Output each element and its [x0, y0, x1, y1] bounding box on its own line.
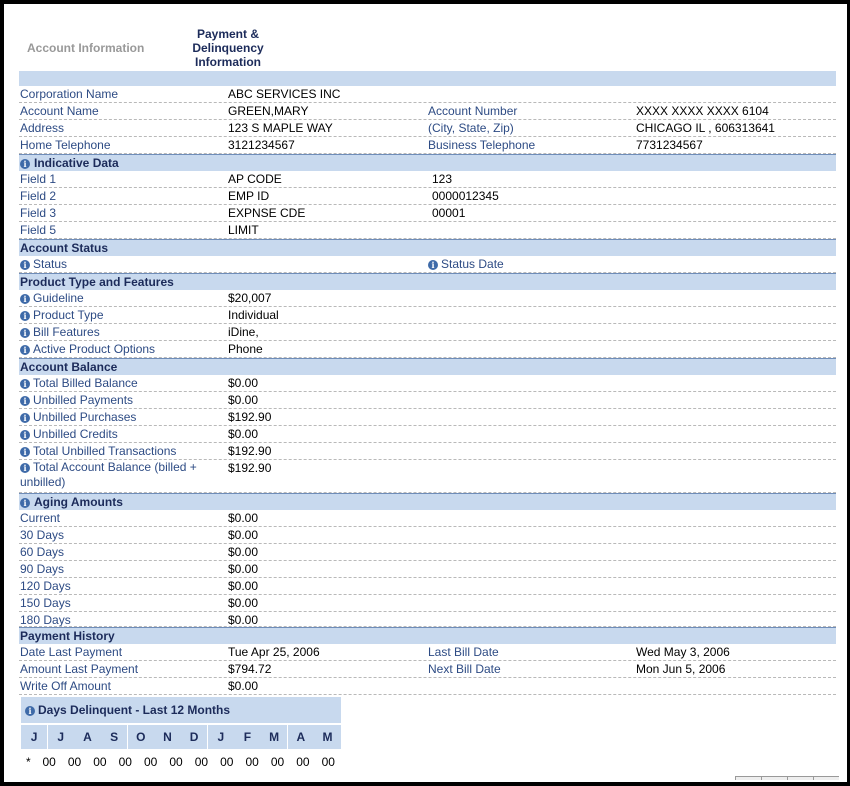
- address-label: Address: [20, 121, 65, 135]
- delinquency-value: 00: [144, 755, 158, 769]
- aging-row: [19, 595, 836, 612]
- balance-row: [19, 443, 836, 460]
- city-state-zip-label: (City, State, Zip): [428, 121, 514, 135]
- balance-value: $0.00: [228, 376, 259, 390]
- product-label-text: Guideline: [33, 291, 84, 305]
- amount-last-payment-label: Amount Last Payment: [20, 662, 139, 676]
- account-name-label: Account Name: [20, 104, 99, 118]
- account-number-label: Account Number: [428, 104, 518, 118]
- product-value: Phone: [228, 342, 263, 356]
- delinquency-value: 00: [220, 755, 234, 769]
- product-row: [19, 307, 836, 324]
- month-header: S: [101, 725, 127, 749]
- month-header: D: [181, 725, 207, 749]
- balance-label: [20, 392, 133, 408]
- info-icon[interactable]: i: [20, 328, 30, 338]
- balance-label: [20, 409, 136, 425]
- balance-value: $0.00: [228, 393, 259, 407]
- account-content: [19, 71, 836, 695]
- history-row: [19, 678, 836, 695]
- month-header: A: [288, 725, 314, 749]
- delinquency-value: 00: [321, 755, 335, 769]
- account-status-title: Account Status: [20, 241, 109, 255]
- indicative-field-name: EMP ID: [228, 189, 270, 203]
- days-delinquent-title: Days Delinquent - Last 12 Months: [38, 703, 231, 717]
- aging-value: $0.00: [228, 613, 259, 627]
- indicative-row: [19, 188, 836, 205]
- balance-label: [20, 375, 138, 391]
- home-telephone-label: Home Telephone: [20, 138, 111, 152]
- status-label: [20, 256, 67, 272]
- month-header: F: [234, 725, 260, 749]
- write-off-amount-value: $0.00: [228, 679, 259, 693]
- status-date-label: [428, 256, 504, 272]
- status-bar-segments: [735, 776, 839, 780]
- aging-label: 120 Days: [20, 579, 71, 593]
- balance-value: $192.90: [228, 461, 272, 475]
- status-date-label-text: Status Date: [441, 257, 504, 271]
- product-value: $20,007: [228, 291, 272, 305]
- balance-label-text: Total Billed Balance: [33, 376, 138, 390]
- indicative-field-label: Field 2: [20, 189, 57, 203]
- product-value: iDine,: [228, 325, 259, 339]
- info-icon[interactable]: i: [20, 294, 30, 304]
- product-row: [19, 341, 836, 358]
- product-label: [20, 307, 104, 323]
- aging-value: $0.00: [228, 579, 259, 593]
- indicative-field-value: 123: [432, 172, 453, 186]
- aging-row: [19, 544, 836, 561]
- city-state-zip-value: CHICAGO IL , 606313641: [636, 121, 775, 135]
- status-bar-segment: [787, 776, 813, 780]
- status-bar-segment: [761, 776, 787, 780]
- product-row: [19, 290, 836, 307]
- last-bill-date-label: Last Bill Date: [428, 645, 499, 659]
- aging-label: 30 Days: [20, 528, 65, 542]
- balance-label-text: Total Unbilled Transactions: [33, 444, 177, 458]
- date-last-payment-value: Tue Apr 25, 2006: [228, 645, 320, 659]
- info-icon[interactable]: i: [20, 447, 30, 457]
- balance-label-text: Total Account Balance (billed + unbilled): [20, 460, 197, 489]
- indicative-row: [19, 171, 836, 188]
- balance-row: [19, 409, 836, 426]
- aging-label: 90 Days: [20, 562, 65, 576]
- info-icon[interactable]: i: [20, 413, 30, 423]
- indicative-field-name: LIMIT: [228, 223, 259, 237]
- indicative-field-value: 0000012345: [432, 189, 499, 203]
- product-value: Individual: [228, 308, 279, 322]
- balance-row: [19, 375, 836, 392]
- month-header: J: [208, 725, 234, 749]
- delinquency-value: 00: [93, 755, 107, 769]
- aging-amounts-title: Aging Amounts: [34, 495, 123, 509]
- aging-row: [19, 561, 836, 578]
- month-header: M: [261, 725, 287, 749]
- indicative-field-value: 00001: [432, 206, 466, 220]
- info-icon[interactable]: i: [20, 498, 30, 508]
- status-row: [19, 256, 836, 273]
- month-header: A: [74, 725, 100, 749]
- address-row: [19, 120, 836, 137]
- indicative-data-header: [19, 154, 836, 171]
- aging-label: 150 Days: [20, 596, 71, 610]
- aging-value: $0.00: [228, 545, 259, 559]
- account-status-header: [19, 239, 836, 256]
- aging-value: $0.00: [228, 596, 259, 610]
- next-bill-date-label: Next Bill Date: [428, 662, 501, 676]
- indicative-field-label: Field 3: [20, 206, 57, 220]
- delinquency-value: 00: [67, 755, 82, 769]
- delinquency-values: [21, 755, 341, 769]
- info-icon[interactable]: i: [428, 260, 438, 270]
- indicative-row: [19, 205, 836, 222]
- aging-amounts-header: [19, 493, 836, 510]
- days-delinquent-header: [21, 697, 341, 723]
- product-label: [20, 290, 84, 306]
- account-balance-header: [19, 358, 836, 375]
- last-bill-date-value: Wed May 3, 2006: [636, 645, 730, 659]
- product-label-text: Active Product Options: [33, 342, 156, 356]
- info-icon[interactable]: i: [20, 345, 30, 355]
- aging-value: $0.00: [228, 528, 259, 542]
- delinquency-value: 00: [169, 755, 183, 769]
- info-icon[interactable]: i: [20, 159, 30, 169]
- balance-value: $192.90: [228, 410, 272, 424]
- header-bar: [19, 71, 836, 86]
- delinquency-value: 00: [118, 755, 132, 769]
- balance-label-text: Unbilled Credits: [33, 427, 118, 441]
- aging-row: [19, 527, 836, 544]
- product-label: [20, 324, 100, 340]
- balance-row: [19, 426, 836, 443]
- month-header: J: [48, 725, 74, 749]
- delinquency-value: 00: [245, 755, 259, 769]
- indicative-field-label: Field 5: [20, 223, 57, 237]
- tab-payment-delinquency[interactable]: Payment & Delinquency Information: [192, 27, 264, 69]
- aging-label: 60 Days: [20, 545, 65, 559]
- account-name-row: [19, 103, 836, 120]
- info-icon[interactable]: i: [20, 260, 30, 270]
- product-label-text: Bill Features: [33, 325, 100, 339]
- month-header: M: [314, 725, 340, 749]
- info-icon[interactable]: i: [20, 311, 30, 321]
- corporation-value: ABC SERVICES INC: [228, 87, 341, 101]
- month-header: N: [154, 725, 180, 749]
- month-header: J: [21, 725, 47, 749]
- status-label-text: Status: [33, 257, 68, 271]
- home-telephone-value: 3121234567: [228, 138, 295, 152]
- delinquency-value: 00: [270, 755, 285, 769]
- info-icon[interactable]: i: [20, 379, 30, 389]
- balance-row: [19, 460, 836, 493]
- account-number-value: XXXX XXXX XXXX 6104: [636, 104, 769, 118]
- date-last-payment-label: Date Last Payment: [20, 645, 123, 659]
- aging-label: 180 Days: [20, 613, 71, 627]
- indicative-row: [19, 222, 836, 239]
- info-icon[interactable]: i: [20, 430, 30, 440]
- tab-account-information[interactable]: Account Information: [27, 41, 145, 55]
- status-bar-segment: [813, 776, 839, 780]
- indicative-field-name: AP CODE: [228, 172, 282, 186]
- aging-value: $0.00: [228, 511, 259, 525]
- aging-label: Current: [20, 511, 61, 525]
- aging-row: [19, 578, 836, 595]
- aging-row: [19, 612, 836, 627]
- product-row: [19, 324, 836, 341]
- status-bar-segment: [735, 776, 761, 780]
- account-name-value: GREEN,MARY: [228, 104, 309, 118]
- payment-history-title: Payment History: [20, 629, 115, 643]
- info-icon[interactable]: i: [25, 706, 35, 716]
- account-balance-title: Account Balance: [20, 360, 118, 374]
- product-label: [20, 341, 155, 357]
- info-icon[interactable]: i: [20, 396, 30, 406]
- balance-label-text: Unbilled Purchases: [33, 410, 137, 424]
- product-type-title: Product Type and Features: [20, 275, 174, 289]
- days-delinquent-panel: [21, 697, 341, 769]
- business-telephone-value: 7731234567: [636, 138, 703, 152]
- balance-label: [20, 426, 118, 442]
- indicative-field-name: EXPNSE CDE: [228, 206, 306, 220]
- telephone-row: [19, 137, 836, 154]
- delinquency-value: 00: [194, 755, 209, 769]
- balance-label-text: Unbilled Payments: [33, 393, 134, 407]
- balance-label: [20, 443, 176, 459]
- balance-value: $0.00: [228, 427, 259, 441]
- delinquency-value: 00: [296, 755, 310, 769]
- balance-label: [20, 460, 220, 490]
- delinquency-value: 00: [42, 755, 56, 769]
- indicative-data-title: Indicative Data: [34, 156, 119, 170]
- balance-value: $192.90: [228, 444, 272, 458]
- month-headers: [21, 725, 341, 749]
- aging-row: [19, 510, 836, 527]
- address-value: 123 S MAPLE WAY: [228, 121, 333, 135]
- payment-history-header: [19, 627, 836, 644]
- balance-row: [19, 392, 836, 409]
- account-detail-window: [4, 4, 847, 782]
- amount-last-payment-value: $794.72: [228, 662, 272, 676]
- corporation-label: Corporation Name: [20, 87, 119, 101]
- info-icon[interactable]: i: [20, 463, 30, 473]
- history-row: [19, 644, 836, 661]
- history-row: [19, 661, 836, 678]
- business-telephone-label: Business Telephone: [428, 138, 536, 152]
- corporation-row: [19, 86, 836, 103]
- aging-value: $0.00: [228, 562, 259, 576]
- product-type-header: [19, 273, 836, 290]
- month-header: O: [128, 725, 154, 749]
- next-bill-date-value: Mon Jun 5, 2006: [636, 662, 726, 676]
- indicative-field-label: Field 1: [20, 172, 57, 186]
- delinquency-marker: *: [26, 755, 31, 769]
- write-off-amount-label: Write Off Amount: [20, 679, 111, 693]
- product-label-text: Product Type: [33, 308, 104, 322]
